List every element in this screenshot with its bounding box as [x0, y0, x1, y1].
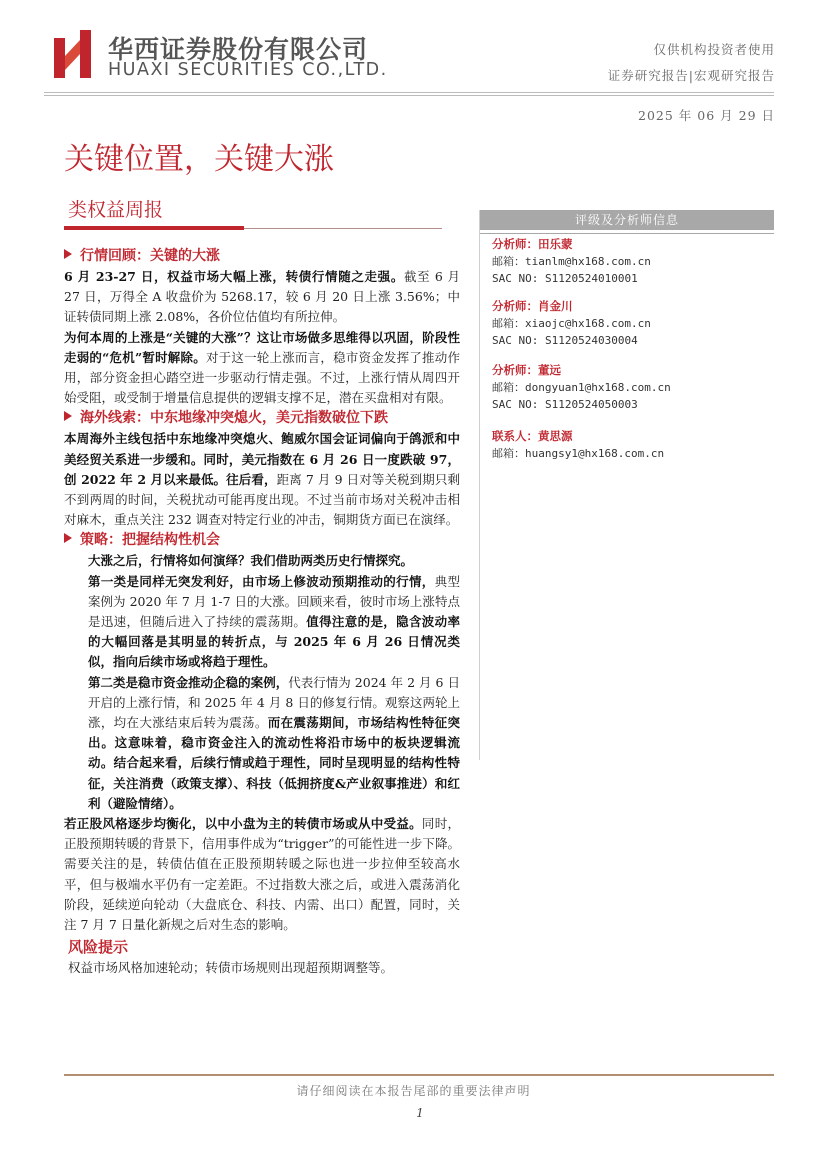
- section-heading-strategy: 策略：把握结构性机会: [64, 530, 460, 551]
- analyst-block: [492, 236, 651, 287]
- paragraph: 第一类是同样无突发利好，由市场上修波动预期推动的行情，典型案例为 2020 年 7 月 1-7 日的大涨。回顾来看，彼时市场上涨特点是迅速，但随后进入了持续的震荡期。值得注意的是，隐含波动率的大幅回落是其明显的转折点，与 2025 年 6 月 26 日情况类似，指向后续市场或将趋于理性。: [88, 573, 460, 670]
- analyst-email: 邮箱：dongyuan1@hx168.com.cn: [492, 381, 671, 394]
- company-logo-icon: [54, 30, 94, 78]
- usage-note: 仅供机构投资者使用: [653, 42, 775, 57]
- paragraph: 6 月 23-27 日，权益市场大幅上涨，转债行情随之走强。截至 6 月 27 日，万得全 A 收盘价为 5268.17，较 6 月 20 日上涨 3.56%；中证转债同期上涨 2.08%，各价位估值均有所拉伸。: [64, 269, 460, 325]
- header-divider: [44, 92, 774, 93]
- report-body: [64, 246, 460, 978]
- contact-email: 邮箱：huangsy1@hx168.com.cn: [492, 447, 665, 460]
- header-divider-2: [44, 95, 774, 96]
- triangle-bullet-icon: [64, 249, 72, 259]
- subtitle-underline: [64, 226, 244, 230]
- section-heading-review: 行情回顾：关键的大涨: [64, 246, 460, 267]
- company-name-cn: 华西证券股份有限公司: [108, 35, 369, 64]
- footer-divider: [64, 1074, 774, 1076]
- analyst-sac: SAC NO: S1120524050003: [492, 398, 638, 411]
- analyst-sac: SAC NO: S1120524030004: [492, 334, 638, 347]
- risk-heading: 风险提示: [68, 938, 129, 957]
- section-heading-overseas: 海外线索：中东地缘冲突熄火，美元指数破位下跌: [64, 408, 460, 429]
- analyst-panel-heading: 评级及分析师信息: [480, 210, 774, 230]
- paragraph: 大涨之后，行情将如何演绎？我们借助两类历史行情探究。: [88, 553, 414, 569]
- triangle-bullet-icon: [64, 411, 72, 421]
- risk-text: 权益市场风格加速轮动；转债市场规则出现超预期调整等。: [68, 959, 394, 975]
- panel-divider: [480, 233, 774, 234]
- panel-border: [479, 210, 480, 760]
- report-date: 2025 年 06 月 29 日: [638, 108, 775, 123]
- analyst-sac: SAC NO: S1120524010001: [492, 272, 638, 285]
- analyst-name: 分析师：肖金川: [492, 299, 573, 313]
- paragraph: 为何本周的上涨是“关键的大涨”？这让市场做多思维得以巩固，阶段性走弱的“危机”暂时解除。对于这一轮上涨而言，稳市资金发挥了推动作用，部分资金担心踏空进一步驱动行情走强。不过，上涨行情从周四开始受阻，或受制于增量信息提供的逻辑支撑不足，潜在买盘相对有限。: [64, 329, 460, 406]
- company-name-en: HUAXI SECURITIES CO.,LTD.: [108, 60, 388, 80]
- page-subtitle: 类权益周报: [68, 199, 164, 221]
- contact-block: [492, 428, 664, 462]
- report-type: 证券研究报告|宏观研究报告: [607, 68, 775, 83]
- analyst-block: [492, 362, 671, 413]
- paragraph: 本周海外主线包括中东地缘冲突熄火、鲍威尔国会证词偏向于鸽派和中美经贸关系进一步缓和。同时，美元指数在 6 月 26 日一度跌破 97，创 2022 年 2 月以来最低。往后看，距离 7 月 9 日对等关税到期只剩不到两周的时间，关税扰动可能再度出现。不过当前市场对关税冲击相对麻木，重点关注 232 调查对特定行业的冲击，铜期货方面已在演绎。: [64, 431, 460, 528]
- paragraph: 若正股风格逐步均衡化，以中小盘为主的转债市场或从中受益。同时，正股预期转暖的背景下，信用事件成为“trigger”的可能性进一步下降。需要关注的是，转债估值在正股预期转暖之际也进一步拉伸至较高水平，但与极端水平仍有一定差距。不过指数大涨之后，或进入震荡消化阶段，延续逆向轮动（大盘底仓、科技、内需、出口）配置，同时，关注 7 月 7 日量化新规之后对生态的影响。: [64, 816, 460, 933]
- subtitle-rule: [244, 228, 442, 229]
- triangle-bullet-icon: [64, 533, 72, 543]
- analyst-name: 分析师：田乐蒙: [492, 237, 573, 251]
- analyst-name: 分析师：董远: [492, 363, 561, 377]
- analyst-block: [492, 298, 651, 349]
- page-number: 1: [416, 1106, 424, 1120]
- analyst-email: 邮箱：xiaojc@hx168.com.cn: [492, 317, 651, 330]
- paragraph: 第二类是稳市资金推动企稳的案例，代表行情为 2024 年 2 月 6 日开启的上涨行情，和 2025 年 4 月 8 日的修复行情。观察这两轮上涨，均在大涨结束后转为震荡。而在震荡期间，市场结构性特征突出。这意味着，稳市资金注入的流动性将沿市场中的板块逻辑流动。结合起来看，后续行情或趋于理性，同时呈现明显的结构性特征，关注消费（政策支撑）、科技（低拥挤度&产业叙事推进）和红利（避险情绪）。: [88, 674, 460, 811]
- analyst-email: 邮箱：tianlm@hx168.com.cn: [492, 255, 651, 268]
- legal-notice: 请仔细阅读在本报告尾部的重要法律声明: [296, 1084, 531, 1098]
- page-title: 关键位置，关键大涨: [64, 142, 334, 177]
- contact-name: 联系人：黄思源: [492, 429, 573, 443]
